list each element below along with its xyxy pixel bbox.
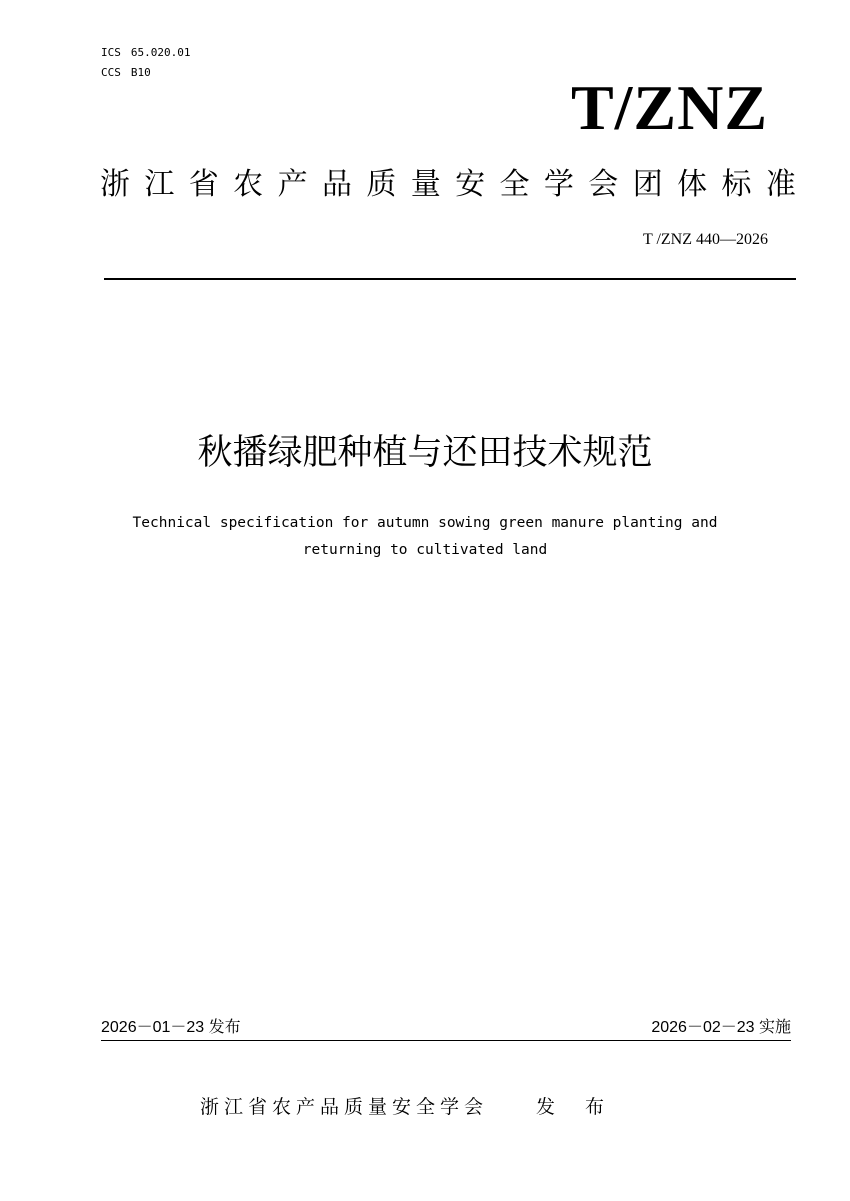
- org-char: 农: [233, 167, 264, 202]
- publisher-name: 浙江省农产品质量安全学会: [200, 1096, 489, 1118]
- org-char: 省: [188, 167, 219, 202]
- org-char: 团: [632, 167, 663, 202]
- document-title-cn: 秋播绿肥种植与还田技术规范: [197, 433, 653, 473]
- ccs-label: CCS: [101, 66, 121, 79]
- org-char: 品: [321, 167, 352, 202]
- ics-row: [101, 43, 190, 63]
- org-char: 江: [144, 167, 175, 202]
- implement-date: 2026－02－23 实施: [651, 1019, 791, 1036]
- ccs-row: [101, 63, 190, 83]
- classification-codes: [101, 43, 190, 83]
- org-char: 标: [721, 167, 752, 202]
- org-char: 学: [543, 167, 574, 202]
- org-char: 质: [366, 167, 397, 202]
- publish-label: 发 布: [536, 1096, 617, 1118]
- publisher-line: [200, 1092, 616, 1122]
- document-title-en: [60, 510, 790, 564]
- org-char: 安: [455, 167, 486, 202]
- org-char: 量: [410, 167, 441, 202]
- standard-logo: T/ZNZ: [570, 72, 768, 143]
- issue-date: 2026－01－23 发布: [101, 1019, 241, 1036]
- org-standard-name: [100, 162, 796, 208]
- org-char: 会: [588, 167, 619, 202]
- org-char: 全: [499, 167, 530, 202]
- ics-label: ICS: [101, 46, 121, 59]
- date-divider: [101, 1040, 791, 1041]
- ccs-value: B10: [130, 66, 151, 79]
- org-char: 准: [765, 167, 796, 202]
- ics-value: 65.020.01: [130, 46, 191, 59]
- title-en-line-1: Technical specification for autumn sowing green manure planting and: [132, 515, 718, 531]
- date-row: [101, 1017, 791, 1039]
- org-char: 体: [677, 167, 708, 202]
- org-char: 浙: [100, 167, 130, 202]
- standard-number: T /ZNZ 440—2026: [642, 231, 768, 248]
- title-en-line-2: returning to cultivated land: [302, 542, 548, 558]
- org-char: 产: [277, 167, 308, 202]
- header-divider: [104, 278, 796, 280]
